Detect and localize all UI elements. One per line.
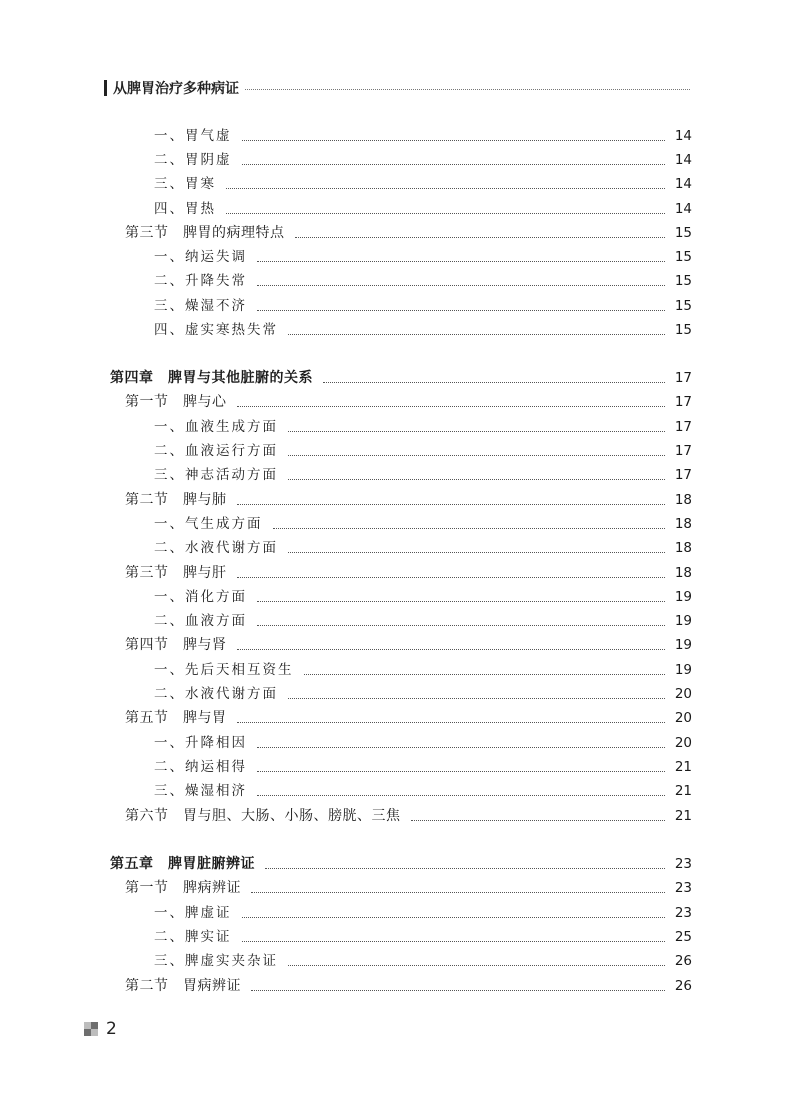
toc-item-row	[154, 513, 692, 535]
toc-entry-title: 第三节 脾与肝	[125, 565, 227, 581]
header-title: 从脾胃治疗多种病证	[113, 81, 239, 97]
toc-entry-title: 第四节 脾与肾	[125, 637, 227, 653]
toc-entry-title: 二、纳运相得	[154, 759, 247, 775]
toc-page-number: 15	[674, 273, 692, 289]
dot-leader	[257, 625, 665, 626]
dot-leader	[237, 722, 665, 723]
toc-page-number: 17	[674, 443, 692, 459]
toc-entry-title: 四、胃热	[154, 201, 216, 217]
toc-entry-title: 第六节 胃与胆、大肠、小肠、膀胱、三焦	[125, 808, 401, 824]
dot-leader	[257, 747, 665, 748]
dot-leader	[288, 479, 665, 480]
toc-item-row	[154, 537, 692, 559]
toc-item-row	[154, 926, 692, 948]
toc-page-number: 14	[674, 201, 692, 217]
toc-item-row	[154, 440, 692, 462]
toc-entry-title: 二、升降失常	[154, 273, 247, 289]
toc-entry-title: 第一节 脾与心	[125, 394, 227, 410]
toc-page-number: 26	[674, 978, 692, 994]
dot-leader	[265, 868, 665, 869]
toc-page-number: 18	[674, 492, 692, 508]
toc-page-number: 18	[674, 565, 692, 581]
toc-entry-title: 一、纳运失调	[154, 249, 247, 265]
toc-page-number: 14	[674, 176, 692, 192]
toc-entry-title: 第二节 脾与肺	[125, 492, 227, 508]
toc-entry-title: 三、脾虚实夹杂证	[154, 953, 278, 969]
toc-item-row	[154, 756, 692, 778]
toc-section-row	[125, 877, 692, 899]
toc-entry-title: 二、胃阴虚	[154, 152, 232, 168]
toc-page-number: 19	[674, 637, 692, 653]
dot-leader	[242, 164, 665, 165]
dot-leader	[242, 941, 665, 942]
dot-leader	[288, 334, 665, 335]
toc-page-number: 15	[674, 298, 692, 314]
toc-entry-title: 一、升降相因	[154, 735, 247, 751]
toc-page-number: 23	[674, 905, 692, 921]
toc-entry-title: 一、胃气虚	[154, 128, 232, 144]
toc-entry-title: 三、胃寒	[154, 176, 216, 192]
dot-leader	[251, 892, 665, 893]
toc-item-row	[154, 246, 692, 268]
dot-leader	[226, 213, 665, 214]
toc-chapter-row	[110, 367, 692, 389]
toc-section-row	[125, 634, 692, 656]
toc-chapter-row	[110, 853, 692, 875]
dot-leader	[288, 698, 665, 699]
toc-item-row	[154, 198, 692, 220]
toc-page-number: 23	[674, 856, 692, 872]
dot-leader	[288, 965, 665, 966]
toc-entry-title: 四、虚实寒热失常	[154, 322, 278, 338]
toc-page-number: 19	[674, 589, 692, 605]
toc-item-row	[154, 464, 692, 486]
mark-square	[91, 1029, 98, 1036]
dot-leader	[288, 552, 665, 553]
toc-entry-title: 第五章 脾胃脏腑辨证	[110, 856, 255, 872]
toc-page-number: 21	[674, 808, 692, 824]
dot-leader	[257, 795, 665, 796]
toc-entry-title: 一、消化方面	[154, 589, 247, 605]
toc-entry-title: 第一节 脾病辨证	[125, 880, 241, 896]
toc-page-number: 21	[674, 783, 692, 799]
toc-item-row	[154, 416, 692, 438]
toc-page-number: 17	[674, 394, 692, 410]
toc-entry-title: 一、气生成方面	[154, 516, 263, 532]
toc-section-row	[125, 707, 692, 729]
toc-section-row	[125, 562, 692, 584]
toc-page-number: 17	[674, 467, 692, 483]
toc-item-row	[154, 950, 692, 972]
toc-entry-title: 二、水液代谢方面	[154, 540, 278, 556]
toc-entry-title: 第四章 脾胃与其他脏腑的关系	[110, 370, 313, 386]
toc-item-row	[154, 295, 692, 317]
toc-entry-title: 二、水液代谢方面	[154, 686, 278, 702]
toc-entry-title: 一、脾虚证	[154, 905, 232, 921]
toc-entry-title: 第三节 脾胃的病理特点	[125, 225, 285, 241]
toc-entry-title: 三、神志活动方面	[154, 467, 278, 483]
mark-square	[84, 1029, 91, 1036]
dot-leader	[251, 990, 665, 991]
toc-entry-title: 一、血液生成方面	[154, 419, 278, 435]
toc-section-row	[125, 222, 692, 244]
toc-entry-title: 第五节 脾与胃	[125, 710, 227, 726]
toc-page-number: 20	[674, 735, 692, 751]
toc-entry-title: 一、先后天相互资生	[154, 662, 294, 678]
toc-item-row	[154, 173, 692, 195]
dot-leader	[273, 528, 665, 529]
toc-section-row	[125, 489, 692, 511]
dot-leader	[257, 285, 665, 286]
toc-page-number: 17	[674, 370, 692, 386]
toc-section-row	[125, 975, 692, 997]
toc-item-row	[154, 610, 692, 632]
dot-leader	[295, 237, 665, 238]
dot-leader	[257, 310, 665, 311]
toc-item-row	[154, 149, 692, 171]
toc-item-row	[154, 902, 692, 924]
dot-leader	[304, 674, 665, 675]
dot-leader	[237, 504, 665, 505]
toc-page-number: 18	[674, 540, 692, 556]
toc-section-row	[125, 391, 692, 413]
page-footer	[84, 1018, 117, 1040]
toc-page-number: 14	[674, 128, 692, 144]
toc-item-row	[154, 659, 692, 681]
toc-page-number: 21	[674, 759, 692, 775]
toc-item-row	[154, 683, 692, 705]
toc-entry-title: 二、血液方面	[154, 613, 247, 629]
toc-page-number: 15	[674, 225, 692, 241]
toc-page-number: 20	[674, 710, 692, 726]
toc-page-number: 19	[674, 613, 692, 629]
dot-leader	[226, 188, 665, 189]
toc-entry-title: 二、血液运行方面	[154, 443, 278, 459]
toc-page-number: 14	[674, 152, 692, 168]
dot-leader	[242, 917, 665, 918]
toc-item-row	[154, 270, 692, 292]
toc-item-row	[154, 125, 692, 147]
toc-page-number: 18	[674, 516, 692, 532]
dot-leader	[242, 140, 665, 141]
dot-leader	[288, 455, 665, 456]
mark-square	[84, 1022, 91, 1029]
toc-page-number: 20	[674, 686, 692, 702]
toc-page-number: 17	[674, 419, 692, 435]
toc-page-number: 15	[674, 249, 692, 265]
page-mark-icon	[84, 1022, 98, 1036]
toc-page-number: 23	[674, 880, 692, 896]
dot-leader	[237, 406, 665, 407]
toc-item-row	[154, 780, 692, 802]
dot-leader	[257, 601, 665, 602]
dot-leader	[288, 431, 665, 432]
toc-page-number: 25	[674, 929, 692, 945]
toc-entry-title: 第二节 胃病辨证	[125, 978, 241, 994]
toc-page-number: 19	[674, 662, 692, 678]
toc-item-row	[154, 732, 692, 754]
toc-entry-title: 二、脾实证	[154, 929, 232, 945]
toc-section-row	[125, 805, 692, 827]
mark-square	[91, 1022, 98, 1029]
toc-entry-title: 三、燥湿不济	[154, 298, 247, 314]
dot-leader	[411, 820, 665, 821]
toc-page-number: 15	[674, 322, 692, 338]
dot-leader	[257, 261, 665, 262]
dot-leader	[257, 771, 665, 772]
toc-entry-title: 三、燥湿相济	[154, 783, 247, 799]
dot-leader	[237, 577, 665, 578]
toc-page-number: 26	[674, 953, 692, 969]
dot-leader	[237, 649, 665, 650]
toc-item-row	[154, 319, 692, 341]
page-number: 2	[106, 1019, 117, 1039]
dot-leader	[323, 382, 665, 383]
toc-item-row	[154, 586, 692, 608]
